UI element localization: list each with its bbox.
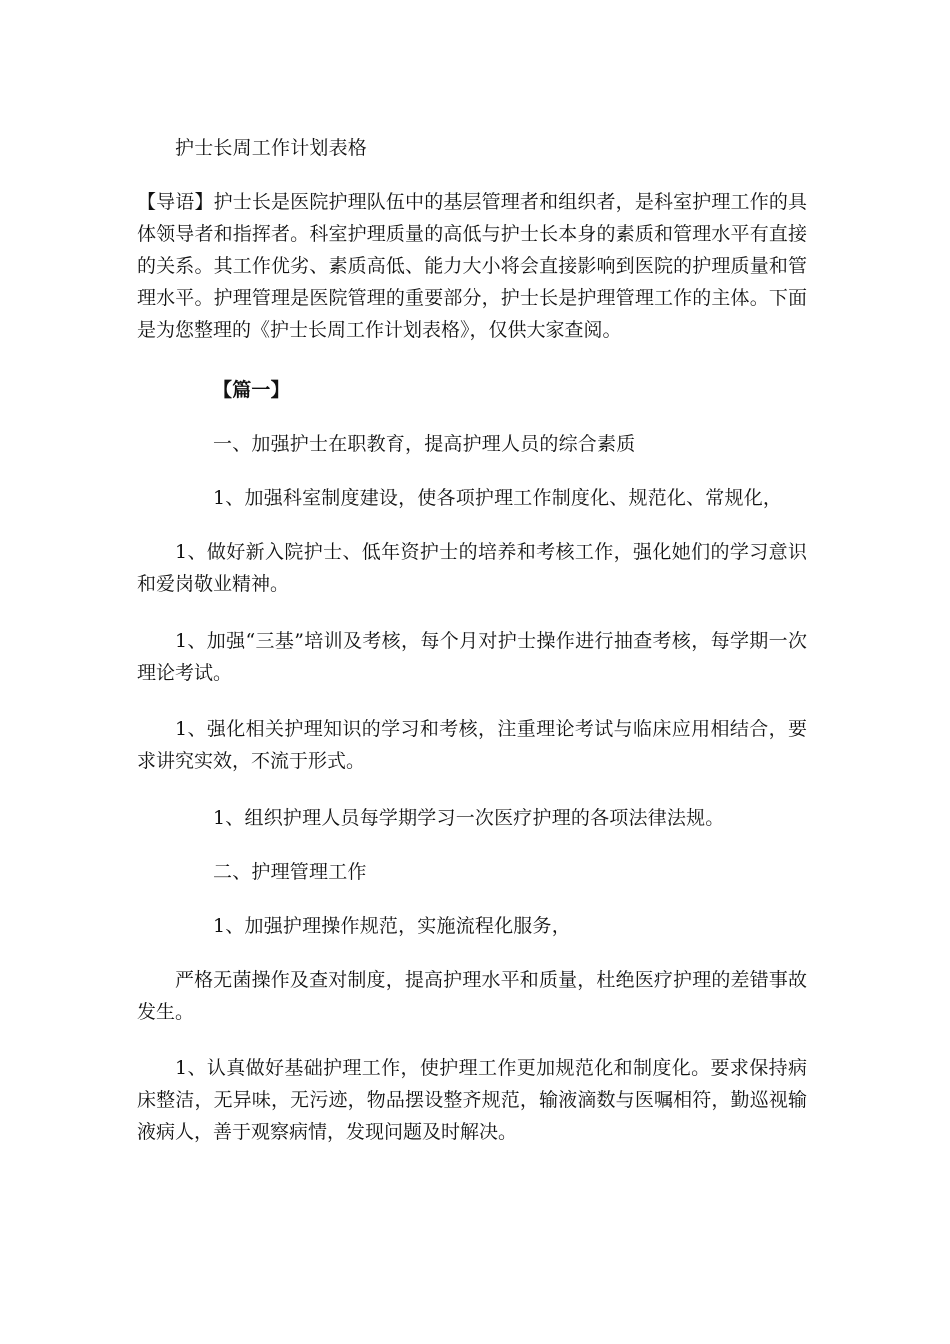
item-2-1-continued: 严格无菌操作及查对制度，提高护理水平和质量，杜绝医疗护理的差错事故发生。: [137, 969, 807, 1023]
heading-1: 一、加强护士在职教育，提高护理人员的综合素质: [213, 433, 636, 455]
item-1-2: 1、做好新入院护士、低年资护士的培养和考核工作，强化她们的学习意识和爱岗敬业精神。: [137, 541, 807, 595]
item-2-2: 1、认真做好基础护理工作，使护理工作更加规范化和制度化。要求保持病床整洁，无异味，无污迹，物品摆设整齐规范，输液滴数与医嘱相符，勤巡视输液病人，善于观察病情，发现问题及时解决。: [137, 1057, 807, 1143]
heading-2: 二、护理管理工作: [213, 861, 367, 883]
section-label: 【篇一】: [213, 379, 290, 401]
item-1-1: 1、加强科室制度建设，使各项护理工作制度化、规范化、常规化，: [213, 487, 783, 509]
intro-paragraph: 【导语】护士长是医院护理队伍中的基层管理者和组织者，是科室护理工作的具体领导者和指挥者。科室护理质量的高低与护士长本身的素质和管理水平有直接的关系。其工作优劣、素质高低、能力大小将会直接影响到医院的护理质量和管理水平。护理管理是医院管理的重要部分，护士长是护理管理工作的主体。下面是为您整理的《护士长周工作计划表格》，仅供大家查阅。: [137, 191, 807, 341]
document-title: 护士长周工作计划表格: [175, 137, 368, 159]
item-1-3: 1、加强“三基”培训及考核，每个月对护士操作进行抽查考核，每学期一次理论考试。: [137, 630, 807, 684]
item-1-5: 1、组织护理人员每学期学习一次医疗护理的各项法律法规。: [213, 807, 725, 829]
item-2-1: 1、加强护理操作规范，实施流程化服务，: [213, 915, 571, 937]
item-1-4: 1、强化相关护理知识的学习和考核，注重理论考试与临床应用相结合，要求讲究实效，不流于形式。: [137, 718, 807, 772]
